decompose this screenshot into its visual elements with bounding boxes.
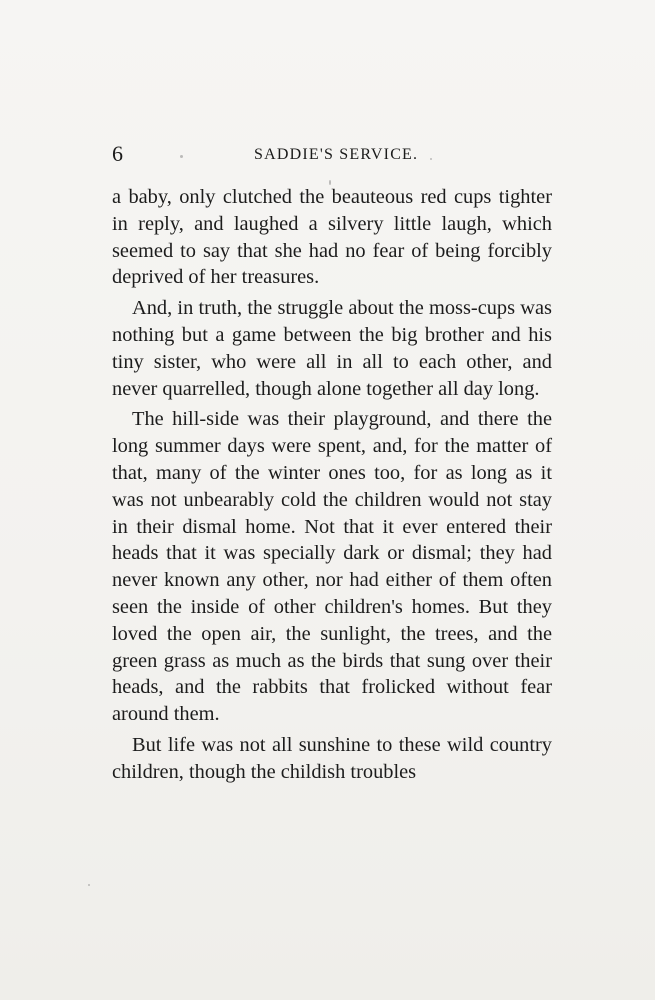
paragraph: The hill-side was their playground, and there the long summer days were spent, and, for the matter of that, many of the winter ones too, for as long as it was not unbearably cold the children would not stay in their dismal home. Not that it ever entered their heads that it was specially dark or dismal; they had never known any other, nor had either of them often seen the inside of other children's homes. But they loved the open air, the sunlight, the trees, and the green grass as much as the birds that sung over their heads, and the rabbits that frolicked without fear around them.: [112, 408, 552, 726]
paragraph-continued: a baby, only clutched the beauteous red cups tighter in reply, and laughed a silvery little laugh, which seemed to say that she had no fear of being forcibly deprived of her treasures.: [112, 186, 552, 289]
running-head: SADDIE'S SERVICE.: [254, 146, 419, 163]
paragraph: But life was not all sunshine to these wild country children, though the childish troubles: [112, 733, 552, 783]
page-header: [112, 140, 552, 168]
print-speck: [88, 884, 90, 886]
page-number: 6: [112, 141, 123, 166]
print-speck: [329, 180, 331, 185]
print-speck: [430, 158, 432, 160]
print-speck: [180, 155, 183, 158]
paragraph: And, in truth, the struggle about the moss-cups was nothing but a game between the big brother and his tiny sister, who were all in all to each other, and never quarrelled, though alone together all day long.: [112, 297, 552, 400]
body-text: [112, 184, 552, 790]
